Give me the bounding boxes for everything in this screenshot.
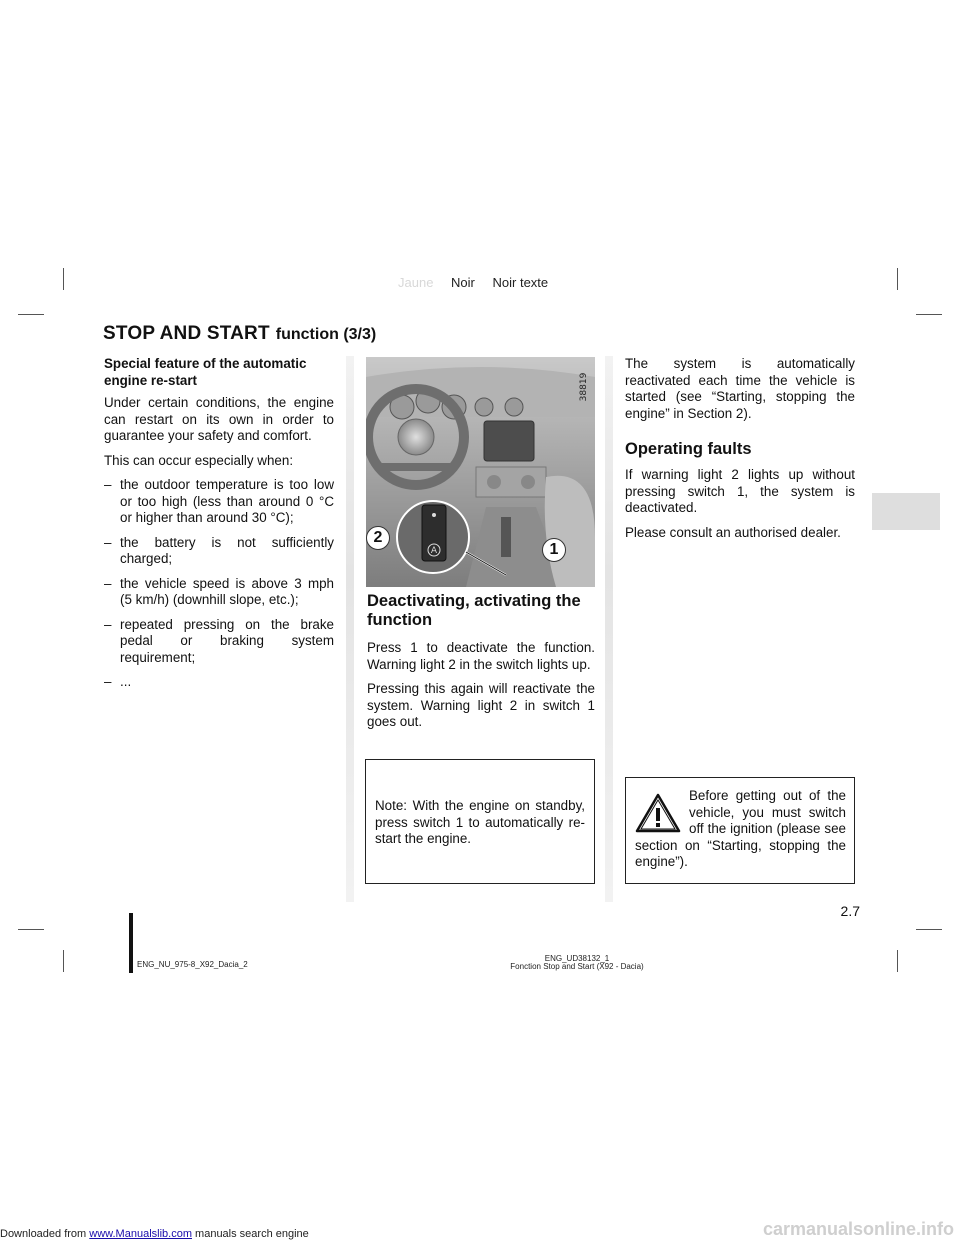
paragraph: Under certain conditions, the engine can restart on its own in order to guarantee your safety and comfort. — [104, 395, 334, 443]
note-text: Note: With the engine on standby, press switch 1 to automatically re-start the engine. — [375, 798, 585, 846]
footer-bar — [129, 913, 133, 973]
figure-ref: 38819 — [579, 372, 589, 402]
list-item-text: the outdoor temperature is too low or too high (less than around 0 °C or higher than around 30 °C); — [120, 477, 334, 525]
middle-column — [367, 592, 595, 739]
crop-mark — [916, 314, 942, 315]
color-label-jaune: Jaune — [398, 275, 434, 290]
list-item: – the vehicle speed is above 3 mph (5 km/h) (downhill slope, etc.); — [104, 575, 334, 607]
banner-suffix: manuals search engine — [191, 1228, 309, 1240]
warning-box — [625, 777, 855, 884]
color-label-noir: Noir — [451, 275, 475, 290]
callout-2: 2 — [366, 526, 390, 550]
page-title-sub: function (3/3) — [275, 326, 377, 343]
list-item-text: ... — [120, 674, 132, 689]
warning-text: Before getting out of the vehicle, you must switch off the ignition (please see section on “Starting, stopping the engine”). — [635, 788, 846, 869]
manualslib-link[interactable]: www.Manualslib.com — [89, 1228, 192, 1240]
list-item-text: repeated pressing on the brake pedal or braking system requirement; — [120, 616, 334, 665]
list-item: – ... — [104, 674, 132, 689]
column-divider — [346, 356, 354, 902]
footer-right-code: ENG_UD38132_1 — [544, 954, 610, 963]
warning-triangle-icon — [635, 792, 681, 834]
section-heading-operating-faults: Operating faults — [625, 440, 752, 458]
crop-mark — [897, 268, 898, 290]
paragraph: Pressing this again will reactivate the system. Warning light 2 in switch 1 goes out. — [367, 681, 595, 729]
crop-mark — [897, 950, 898, 972]
paragraph: The system is automatically reactivated each time the vehicle is started (see “Starting, stopping the engine” in Section 2). — [625, 356, 855, 421]
crop-mark — [916, 929, 942, 930]
crop-mark — [18, 314, 44, 315]
svg-text:A: A — [430, 546, 438, 556]
list-item: – the battery is not sufficiently charged; — [104, 534, 334, 566]
paragraph: Please consult an authorised dealer. — [625, 524, 841, 540]
dashboard-figure — [366, 357, 595, 587]
list-item: – repeated pressing on the brake pedal or braking system requirement; — [104, 616, 334, 665]
paragraph: Press 1 to deactivate the function. Warning light 2 in the switch lights up. — [367, 640, 595, 672]
list-item: – the outdoor temperature is too low or too high (less than around 0 °C or higher than around 30 °C); — [104, 477, 334, 525]
watermark: carmanualsonline.info — [762, 1219, 954, 1239]
footer-right-desc: Fonction Stop and Start (X92 - Dacia) — [510, 962, 644, 971]
banner-prefix: Downloaded from — [0, 1228, 90, 1240]
section-thumb-tab — [872, 493, 940, 530]
footer-left-code: ENG_NU_975-8_X92_Dacia_2 — [137, 960, 248, 969]
callout-1: 1 — [542, 538, 566, 562]
list-item-text: the battery is not sufficiently charged; — [120, 534, 334, 566]
page-title-main: STOP AND START — [103, 323, 270, 344]
list-item-text: the vehicle speed is above 3 mph (5 km/h) (downhill slope, etc.); — [120, 575, 334, 607]
paragraph: This can occur especially when: — [104, 452, 294, 468]
print-color-labels — [398, 275, 562, 290]
right-column — [625, 356, 855, 549]
page-title — [103, 323, 376, 345]
section-heading-deactivating: Deactivating, activating the function — [367, 592, 581, 629]
download-banner — [0, 1228, 309, 1240]
note-box — [365, 759, 595, 884]
left-column — [104, 356, 334, 699]
crop-mark — [63, 268, 64, 290]
page-number: 2.7 — [840, 903, 860, 919]
color-label-noir-texte: Noir texte — [492, 275, 549, 290]
paragraph: If warning light 2 lights up without pressing switch 1, the system is deactivated. — [625, 467, 855, 515]
column-divider — [605, 356, 613, 902]
crop-mark — [18, 929, 44, 930]
section-heading-special-feature: Special feature of the automatic engine re-start — [104, 356, 307, 388]
crop-mark — [63, 950, 64, 972]
